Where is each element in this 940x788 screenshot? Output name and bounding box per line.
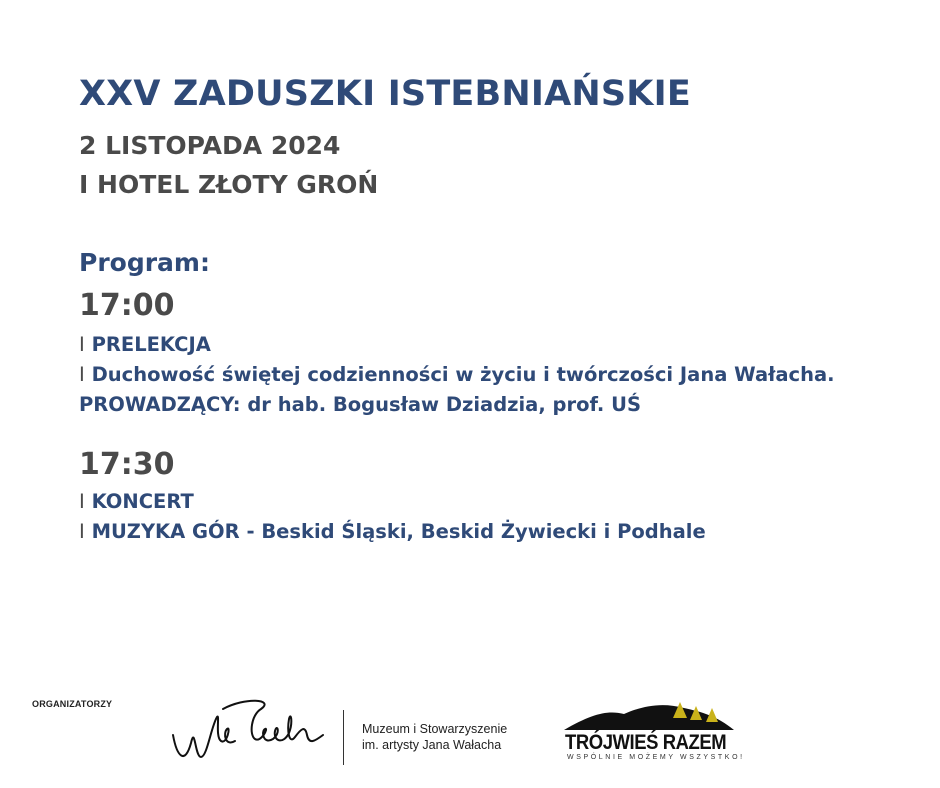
item-bar: I [79,333,85,356]
program-label: Program: [79,248,210,277]
museum-line-1: Muzeum i Stowarzyszenie [362,722,508,736]
item-text: PROWADZĄCY: dr hab. Bogusław Dziadzia, prof. UŚ [79,393,642,416]
trojwies-tagline: WSPÓLNIE MOŻEMY WSZYSTKO! [567,754,745,761]
program-item [79,363,835,386]
program-item [79,520,706,543]
program-item [79,333,211,356]
event-venue: HOTEL ZŁOTY GROŃ [97,170,379,199]
item-bar: I [79,490,85,513]
program-time-2: 17:30 [79,447,175,482]
event-date: 2 LISTOPADA 2024 [79,131,341,160]
program-item [79,393,641,416]
item-bar: I [79,363,85,386]
organizers-label: ORGANIZATORZY [32,699,113,709]
museum-name [362,721,507,753]
program-time-1: 17:00 [79,288,175,323]
trojwies-name: TRÓJWIEŚ RAZEM [565,731,727,754]
program-item [79,490,194,513]
item-text: Duchowość świętej codzienności w życiu i twórczości Jana Wałacha. [91,363,835,386]
footer-divider [343,710,344,765]
event-venue-line [79,170,378,199]
item-bar: I [79,520,85,543]
museum-line-2: im. artysty Jana Wałacha [362,738,502,752]
event-title: XXV ZADUSZKI ISTEBNIAŃSKIE [79,74,691,114]
item-text: PRELEKCJA [91,333,211,356]
walach-signature-logo [165,695,330,769]
item-text: KONCERT [91,490,194,513]
item-text: MUZYKA GÓR - Beskid Śląski, Beskid Żywiecki i Podhale [91,520,706,543]
venue-bar: I [79,170,89,199]
